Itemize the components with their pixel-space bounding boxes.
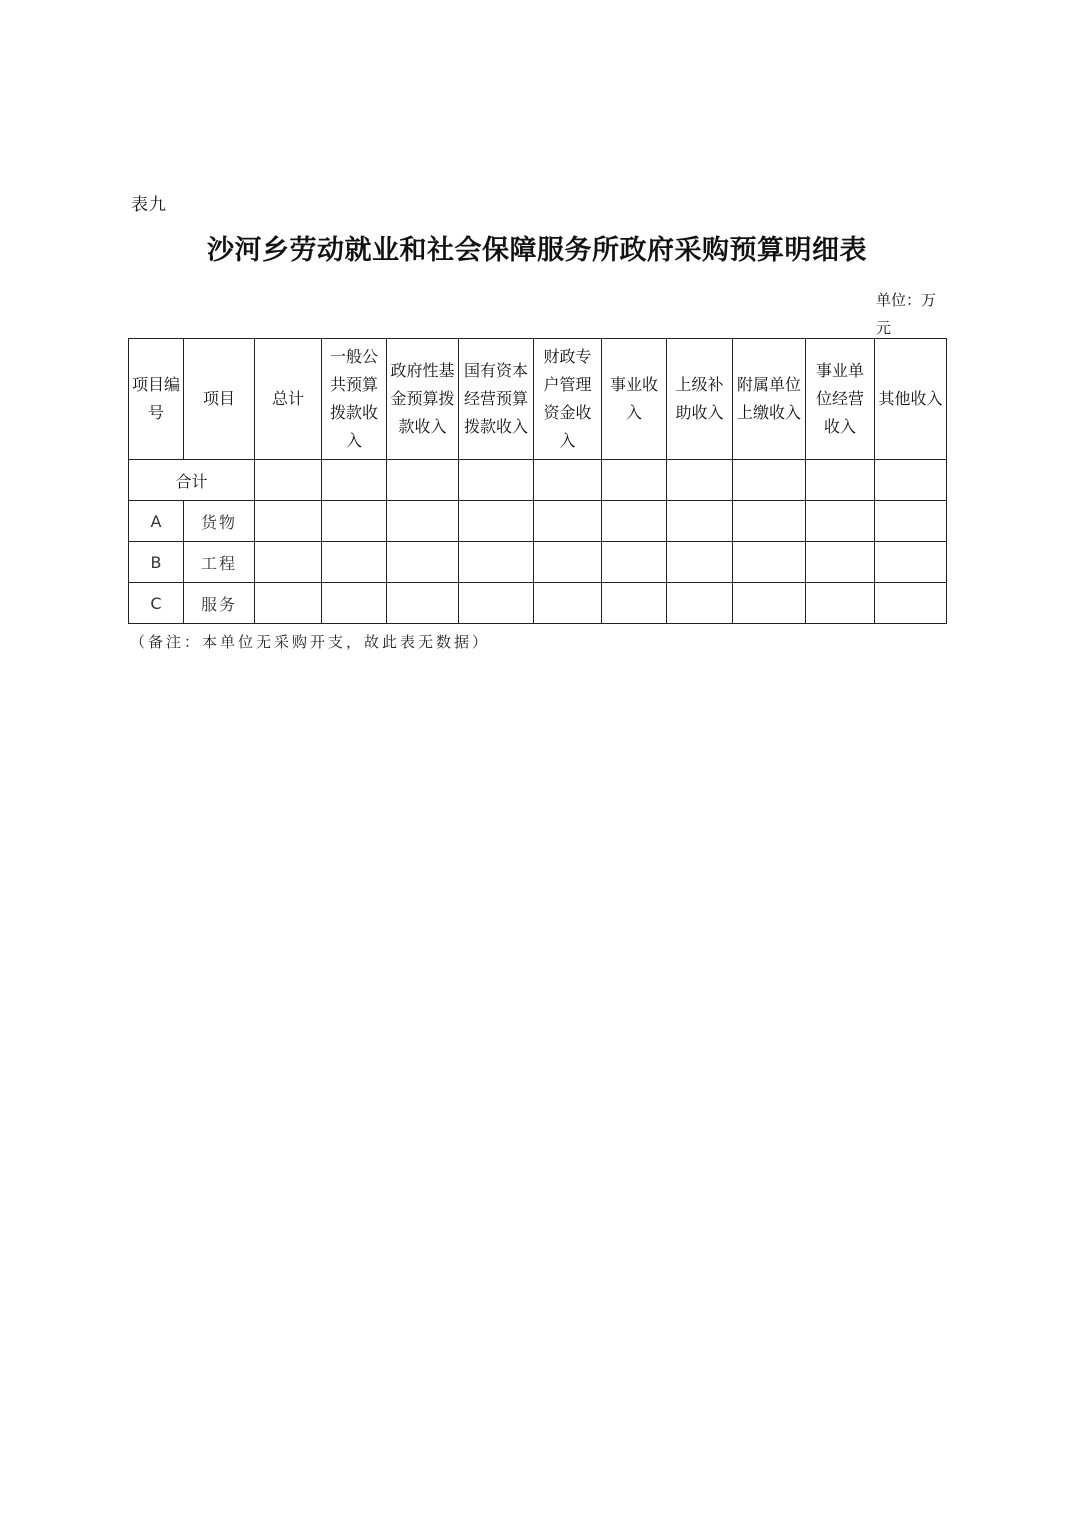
table-header-row — [129, 339, 947, 460]
row-name: 货物 — [184, 501, 255, 542]
header-affiliated-payment: 附属单位上缴收入 — [733, 339, 806, 460]
table-cell — [255, 460, 322, 501]
table-cell — [806, 583, 875, 624]
table-row — [129, 501, 947, 542]
table-cell — [875, 542, 947, 583]
unit-label: 单位：万元 — [876, 291, 937, 337]
table-cell — [667, 460, 733, 501]
header-superior-subsidy: 上级补助收入 — [667, 339, 733, 460]
row-code: B — [129, 542, 184, 583]
procurement-budget-table — [128, 338, 947, 624]
table-cell — [875, 460, 947, 501]
table-cell — [875, 583, 947, 624]
table-cell — [255, 583, 322, 624]
table-cell — [733, 542, 806, 583]
table-cell — [602, 583, 667, 624]
row-code: A — [129, 501, 184, 542]
table-cell — [806, 542, 875, 583]
row-code: C — [129, 583, 184, 624]
table-cell — [534, 460, 602, 501]
table-cell — [387, 501, 459, 542]
row-name: 工程 — [184, 542, 255, 583]
header-total: 总计 — [255, 339, 322, 460]
table-row-total — [129, 460, 947, 501]
table-cell — [459, 542, 534, 583]
table-number-label: 表九 — [131, 195, 167, 215]
table-cell — [322, 583, 387, 624]
table-cell — [322, 460, 387, 501]
table-cell — [875, 501, 947, 542]
table-cell — [255, 501, 322, 542]
total-label: 合计 — [129, 460, 255, 501]
table-cell — [602, 460, 667, 501]
table-cell — [602, 501, 667, 542]
table-cell — [322, 542, 387, 583]
table-cell — [667, 501, 733, 542]
table-cell — [534, 542, 602, 583]
table-cell — [387, 583, 459, 624]
table-cell — [602, 542, 667, 583]
table-cell — [459, 460, 534, 501]
header-special-account: 财政专户管理资金收入 — [534, 339, 602, 460]
table-cell — [733, 501, 806, 542]
header-government-fund: 政府性基金预算拨款收入 — [387, 339, 459, 460]
table-cell — [387, 460, 459, 501]
header-item: 项目 — [184, 339, 255, 460]
table-cell — [534, 583, 602, 624]
table-row — [129, 542, 947, 583]
header-general-budget: 一般公共预算拨款收入 — [322, 339, 387, 460]
table-cell — [255, 542, 322, 583]
table-cell — [387, 542, 459, 583]
table-cell — [806, 460, 875, 501]
footnote-note: （备注：本单位无采购开支，故此表无数据） — [130, 633, 491, 651]
row-name: 服务 — [184, 583, 255, 624]
table-cell — [322, 501, 387, 542]
table-cell — [733, 583, 806, 624]
table-cell — [806, 501, 875, 542]
header-other-income: 其他收入 — [875, 339, 947, 460]
header-state-capital: 国有资本经营预算拨款收入 — [459, 339, 534, 460]
header-operating-income: 事业单位经营收入 — [806, 339, 875, 460]
table-cell — [733, 460, 806, 501]
table-cell — [667, 542, 733, 583]
header-business-income: 事业收入 — [602, 339, 667, 460]
table-cell — [667, 583, 733, 624]
table-cell — [534, 501, 602, 542]
table-row — [129, 583, 947, 624]
document-title: 沙河乡劳动就业和社会保障服务所政府采购预算明细表 — [207, 235, 867, 266]
table-cell — [459, 501, 534, 542]
table-cell — [459, 583, 534, 624]
header-item-code: 项目编号 — [129, 339, 184, 460]
